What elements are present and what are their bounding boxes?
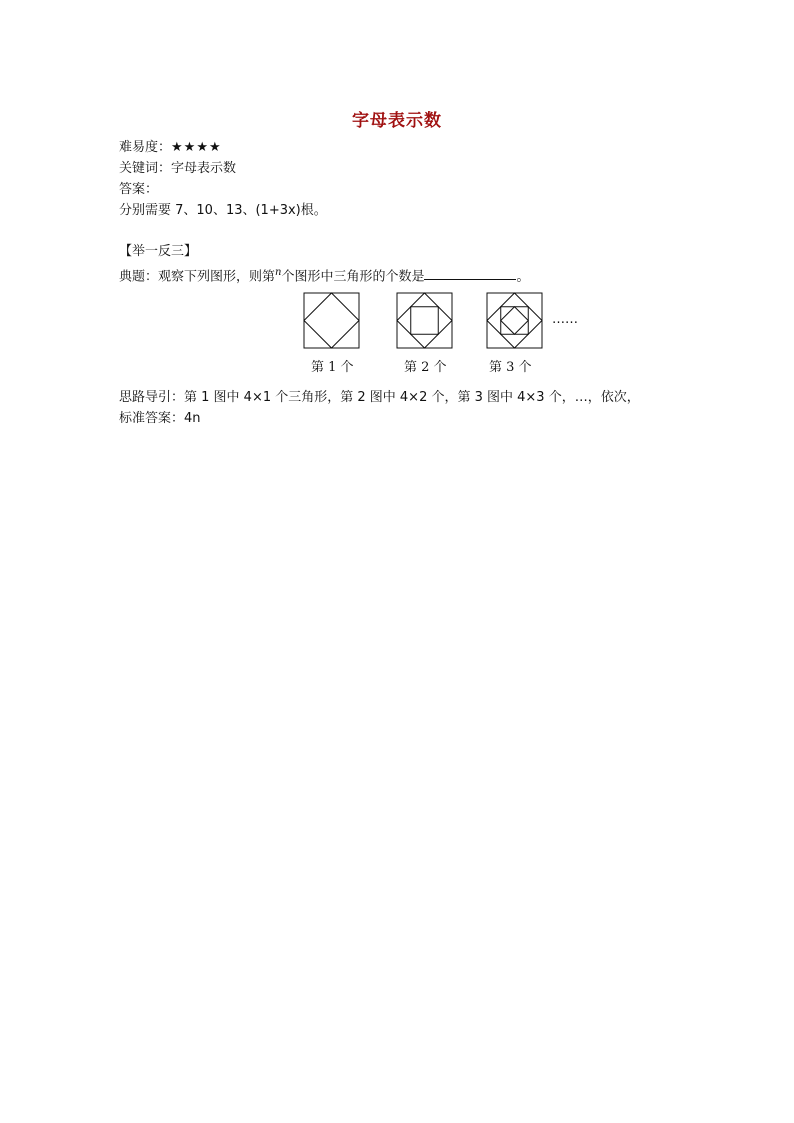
- section-heading: 【举一反三】: [119, 244, 198, 259]
- example-part1: 典题：观察下列图形，则第: [119, 269, 276, 285]
- caption-1: 第 1 个: [311, 360, 354, 375]
- caption-3: 第 3 个: [489, 360, 532, 375]
- caption-2: 第 2 个: [404, 360, 447, 375]
- answer-text: 分别需要 7、10、13、(1+3x)根。: [119, 203, 327, 218]
- keywords-label: 关键词：: [119, 161, 172, 176]
- hint-text: 思路导引：第 1 图中 4×1 个三角形，第 2 图中 4×2 个，第 3 图中 4×3 个，…，依次，: [119, 390, 640, 405]
- standard-answer: 标准答案：4n: [119, 411, 201, 426]
- example-n: n: [275, 267, 282, 278]
- figure-1: [304, 293, 359, 348]
- difficulty-stars: ★★★★: [171, 140, 222, 155]
- example-part2: 个图形中三角形的个数是: [281, 269, 425, 285]
- figure-2: [397, 293, 452, 348]
- ellipsis: ……: [552, 312, 578, 327]
- keywords-value: 字母表示数: [171, 161, 237, 176]
- difficulty-label: 难易度：: [119, 140, 172, 155]
- figure-3: [487, 293, 542, 348]
- answer-label: 答案：: [119, 182, 159, 197]
- example-end: 。: [516, 269, 530, 285]
- page-title: 字母表示数: [352, 111, 442, 131]
